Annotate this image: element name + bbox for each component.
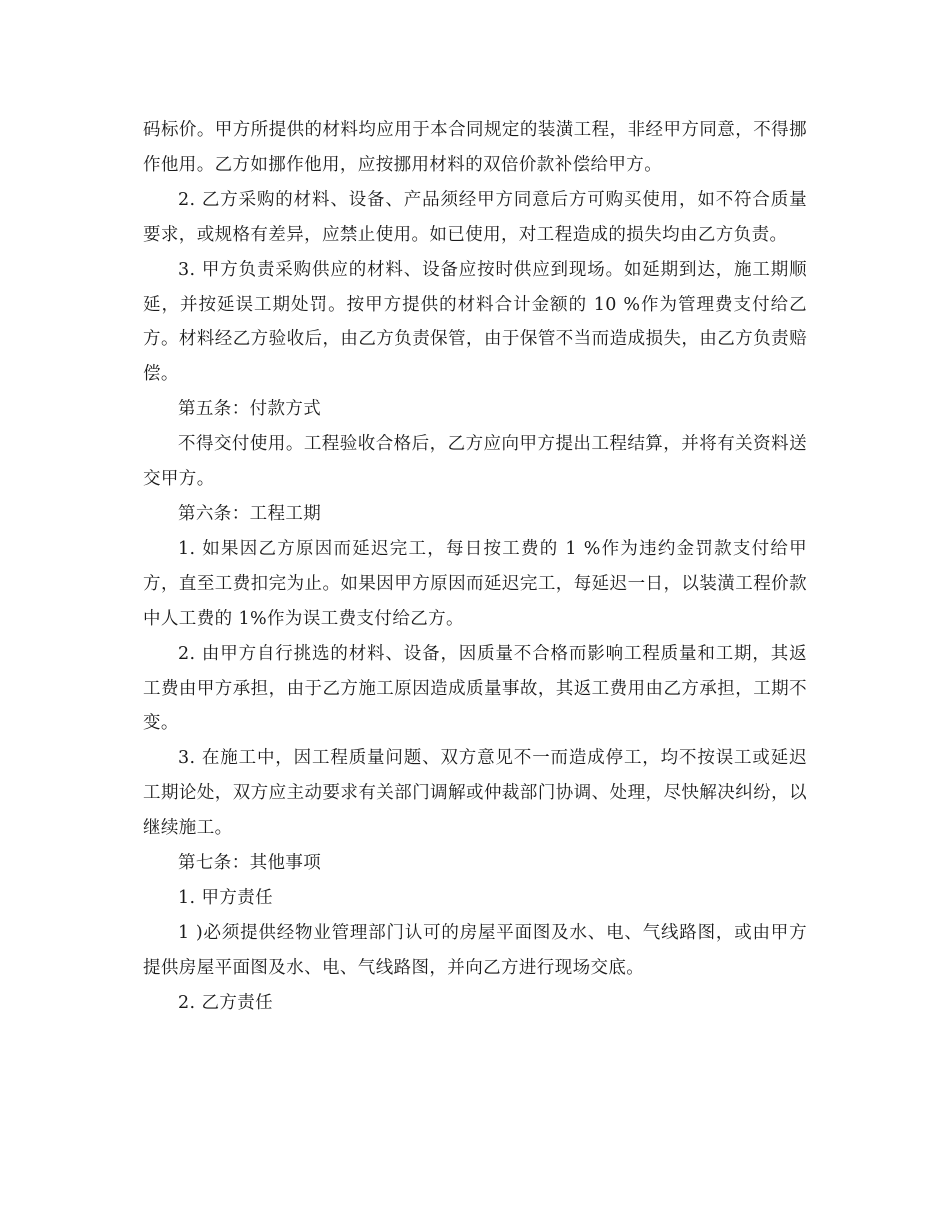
section-heading-article-7: 第七条：其他事项 xyxy=(178,853,322,874)
paragraph-party-b-responsibility: 2. 乙方责任 xyxy=(178,992,274,1013)
paragraph-party-a-item-1: 1 )必须提供经物业管理部门认可的房屋平面图及水、电、气线路图，或由甲方提供房屋平面图及水、电、气线路图，并向乙方进行现场交底。 xyxy=(143,922,807,978)
paragraph-schedule-item-2: 2. 由甲方自行挑选的材料、设备，因质量不合格而影响工程质量和工期，其返工费由甲方承担，由于乙方施工原因造成质量事故，其返工费用由乙方承担，工期不变。 xyxy=(143,643,807,734)
paragraph-schedule-item-3: 3. 在施工中，因工程质量问题、双方意见不一而造成停工，均不按误工或延迟工期论处，双方应主动要求有关部门调解或仲裁部门协调、处理，尽快解决纠纷，以继续施工。 xyxy=(143,748,807,839)
document-body xyxy=(143,113,807,1021)
paragraph-item-3-supply: 3. 甲方负责采购供应的材料、设备应按时供应到现场。如延期到达，施工期顺延，并按延误工期处罚。按甲方提供的材料合计金额的 10 %作为管理费支付给乙方。材料经乙方验收后，由乙方负责保管，由于保管不当而造成损失，由乙方负责赔偿。 xyxy=(143,259,807,385)
paragraph-item-2-purchase: 2. 乙方采购的材料、设备、产品须经甲方同意后方可购买使用，如不符合质量要求，或规格有差异，应禁止使用。如已使用，对工程造成的损失均由乙方负责。 xyxy=(143,189,807,245)
section-heading-article-6: 第六条：工程工期 xyxy=(178,503,322,524)
paragraph-schedule-item-1: 1. 如果因乙方原因而延迟完工，每日按工费的 1 %作为违约金罚款支付给甲方，直至工费扣完为止。如果因甲方原因而延迟完工，每延迟一日，以装潢工程价款中人工费的 1%作为误工费支付给乙方。 xyxy=(143,538,807,629)
section-heading-article-5: 第五条：付款方式 xyxy=(178,399,322,420)
paragraph-party-a-responsibility: 1. 甲方责任 xyxy=(178,887,274,908)
paragraph-material-continuation: 码标价。甲方所提供的材料均应用于本合同规定的装潢工程，非经甲方同意，不得挪作他用。乙方如挪作他用，应按挪用材料的双倍价款补偿给甲方。 xyxy=(143,120,807,175)
paragraph-payment: 不得交付使用。工程验收合格后，乙方应向甲方提出工程结算，并将有关资料送交甲方。 xyxy=(143,434,807,490)
